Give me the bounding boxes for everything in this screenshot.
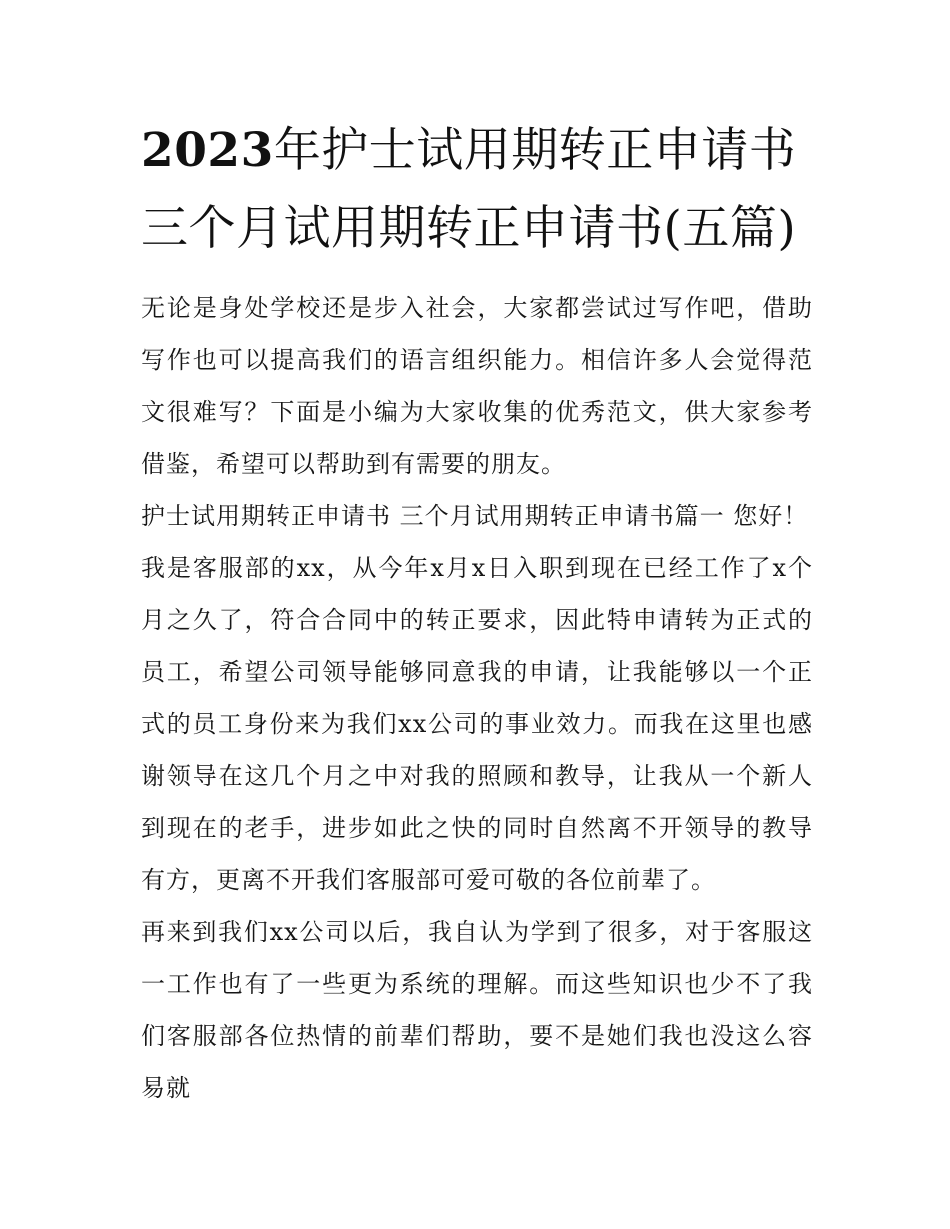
title-text: 年护士试用期转正申请书三个月试用期转正申请书(五篇) xyxy=(141,123,797,256)
section-heading-paragraph: 护士试用期转正申请书 三个月试用期转正申请书篇一 您好！ xyxy=(141,502,809,530)
intro-paragraph: 无论是身处学校还是步入社会，大家都尝试过写作吧，借助写作也可以提高我们的语言组织能力。相信许多人会觉得范文很难写？下面是小编为大家收集的优秀范文，供大家参考借鉴，希望可以帮助到有需要的朋友。 xyxy=(141,294,813,478)
title-year: 2023 xyxy=(141,123,274,178)
body-paragraph: 再来到我们xx公司以后，我自认为学到了很多，对于客服这一工作也有了一些更为系统的理解。而这些知识也少不了我们客服部各位热情的前辈们帮助，要不是她们我也没这么容易就 xyxy=(141,918,813,1102)
document-body xyxy=(141,282,813,1114)
body-paragraph: 我是客服部的xx，从今年x月x日入职到现在已经工作了x个月之久了，符合合同中的转正要求，因此特申请转为正式的员工，希望公司领导能够同意我的申请，让我能够以一个正式的员工身份来为我们xx公司的事业效力。而我在这里也感谢领导在这几个月之中对我的照顾和教导，让我从一个新人到现在的老手，进步如此之快的同时自然离不开领导的教导有方，更离不开我们客服部可爱可敬的各位前辈了。 xyxy=(141,554,813,894)
document-title xyxy=(141,112,813,268)
document-content xyxy=(141,112,813,1114)
